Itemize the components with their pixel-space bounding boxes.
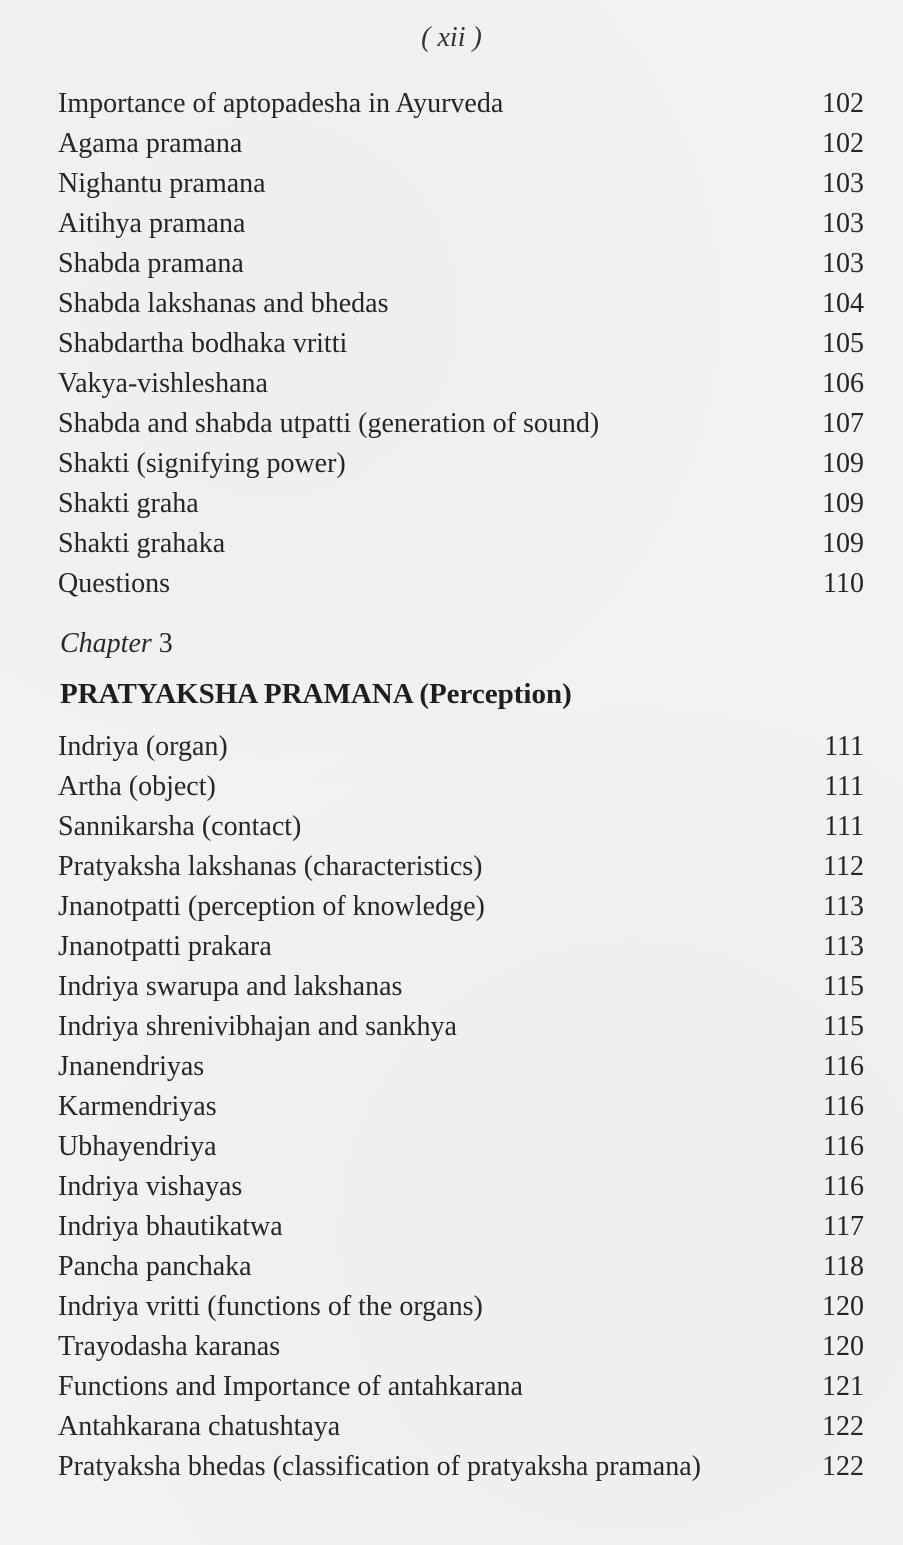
toc-entry [58,204,864,244]
toc-entry-title: Agama pramana [58,128,243,159]
toc-entry-page: 109 [822,488,864,519]
toc-entry-page: 104 [822,288,864,319]
toc-entry-title: Functions and Importance of antahkarana [58,1371,523,1402]
toc-section-chapter-2-tail [58,84,864,604]
toc-entry-title: Sannikarsha (contact) [58,811,302,842]
toc-entry-page: 111 [824,811,864,842]
toc-entry-title: Shakti graha [58,488,199,519]
toc-entry-title: Indriya (organ) [58,731,228,762]
toc-entry [58,1007,864,1047]
toc-entry-title: Pratyaksha lakshanas (characteristics) [58,851,483,882]
toc-entry-title: Jnanotpatti (perception of knowledge) [58,891,485,922]
toc-entry-page: 117 [823,1211,864,1242]
toc-entry-title: Indriya shrenivibhajan and sankhya [58,1011,457,1042]
toc-entry [58,524,864,564]
toc-entry-title: Pancha panchaka [58,1251,252,1282]
toc-entry [58,84,864,124]
toc-entry [58,1367,864,1407]
toc-entry-title: Shakti grahaka [58,528,226,559]
toc-entry [58,1247,864,1287]
toc-entry [58,284,864,324]
toc-entry [58,404,864,444]
toc-entry [58,1447,864,1487]
toc-entry [58,1047,864,1087]
toc-entry-title: Questions [58,568,170,599]
toc-entry [58,444,864,484]
toc-entry-title: Indriya vritti (functions of the organs) [58,1291,483,1322]
toc-entry [58,1087,864,1127]
toc-entry-title: Nighantu pramana [58,168,266,199]
toc-entry [58,1327,864,1367]
toc-entry-title: Shabda and shabda utpatti (generation of sound) [58,408,600,439]
toc-entry-page: 120 [822,1291,864,1322]
toc-entry [58,767,864,807]
toc-entry-page: 122 [822,1451,864,1482]
toc-entry-page: 109 [822,528,864,559]
toc-entry-page: 116 [823,1131,864,1162]
toc-entry-title: Shabda lakshanas and bhedas [58,288,389,319]
chapter-title-main: PRATYAKSHA PRAMANA [60,678,413,710]
toc-entry-page: 105 [822,328,864,359]
toc-entry-page: 110 [823,568,864,599]
toc-entry-page: 116 [823,1091,864,1122]
chapter-title [60,678,572,711]
toc-entry-title: Shabdartha bodhaka vritti [58,328,348,359]
toc-entry-page: 102 [822,88,864,119]
toc-entry-page: 111 [824,731,864,762]
toc-entry-page: 102 [822,128,864,159]
toc-entry-page: 111 [824,771,864,802]
page-number: ( xii ) [421,22,482,53]
toc-entry-title: Pratyaksha bhedas (classification of pratyaksha pramana) [58,1451,701,1482]
chapter-number: 3 [158,628,173,659]
toc-entry [58,967,864,1007]
chapter-word: Chapter [60,628,152,659]
toc-entry [58,887,864,927]
toc-entry-title: Importance of aptopadesha in Ayurveda [58,88,504,119]
toc-entry [58,564,864,604]
toc-entry-page: 116 [823,1171,864,1202]
toc-entry-page: 109 [822,448,864,479]
toc-entry-title: Antahkarana chatushtaya [58,1411,341,1442]
toc-entry-title: Ubhayendriya [58,1131,217,1162]
toc-entry-title: Vakya-vishleshana [58,368,268,399]
toc-entry-page: 115 [823,1011,864,1042]
toc-entry-title: Jnanendriyas [58,1051,205,1082]
toc-entry-title: Indriya vishayas [58,1171,243,1202]
toc-entry-page: 118 [823,1251,864,1282]
toc-entry-title: Trayodasha karanas [58,1331,281,1362]
toc-entry-title: Shabda pramana [58,248,244,279]
toc-entry-title: Jnanotpatti prakara [58,931,272,962]
toc-entry-title: Indriya swarupa and lakshanas [58,971,403,1002]
toc-list [58,727,864,1487]
toc-entry-page: 103 [822,208,864,239]
toc-entry-title: Aitihya pramana [58,208,246,239]
toc-entry-page: 103 [822,168,864,199]
toc-entry-page: 113 [823,931,864,962]
toc-entry [58,164,864,204]
toc-entry [58,364,864,404]
toc-entry [58,124,864,164]
toc-entry [58,324,864,364]
toc-entry [58,1167,864,1207]
toc-entry-title: Karmendriyas [58,1091,217,1122]
chapter-title-sub: (Perception) [419,678,572,710]
toc-entry-page: 113 [823,891,864,922]
toc-entry-page: 121 [822,1371,864,1402]
toc-entry [58,847,864,887]
toc-entry [58,1407,864,1447]
toc-section-chapter-3 [58,727,864,1487]
toc-entry-page: 107 [822,408,864,439]
toc-entry-title: Shakti (signifying power) [58,448,346,479]
toc-entry-title: Indriya bhautikatwa [58,1211,283,1242]
toc-entry-page: 103 [822,248,864,279]
toc-entry-page: 115 [823,971,864,1002]
toc-entry [58,1207,864,1247]
toc-entry [58,1287,864,1327]
toc-entry-page: 112 [823,851,864,882]
toc-entry-page: 116 [823,1051,864,1082]
toc-entry [58,484,864,524]
toc-entry-title: Artha (object) [58,771,216,802]
toc-entry [58,1127,864,1167]
toc-entry-page: 122 [822,1411,864,1442]
toc-entry-page: 120 [822,1331,864,1362]
toc-entry [58,927,864,967]
toc-entry [58,807,864,847]
toc-entry [58,244,864,284]
toc-entry-page: 106 [822,368,864,399]
toc-entry [58,727,864,767]
chapter-label [60,628,173,660]
toc-list [58,84,864,604]
